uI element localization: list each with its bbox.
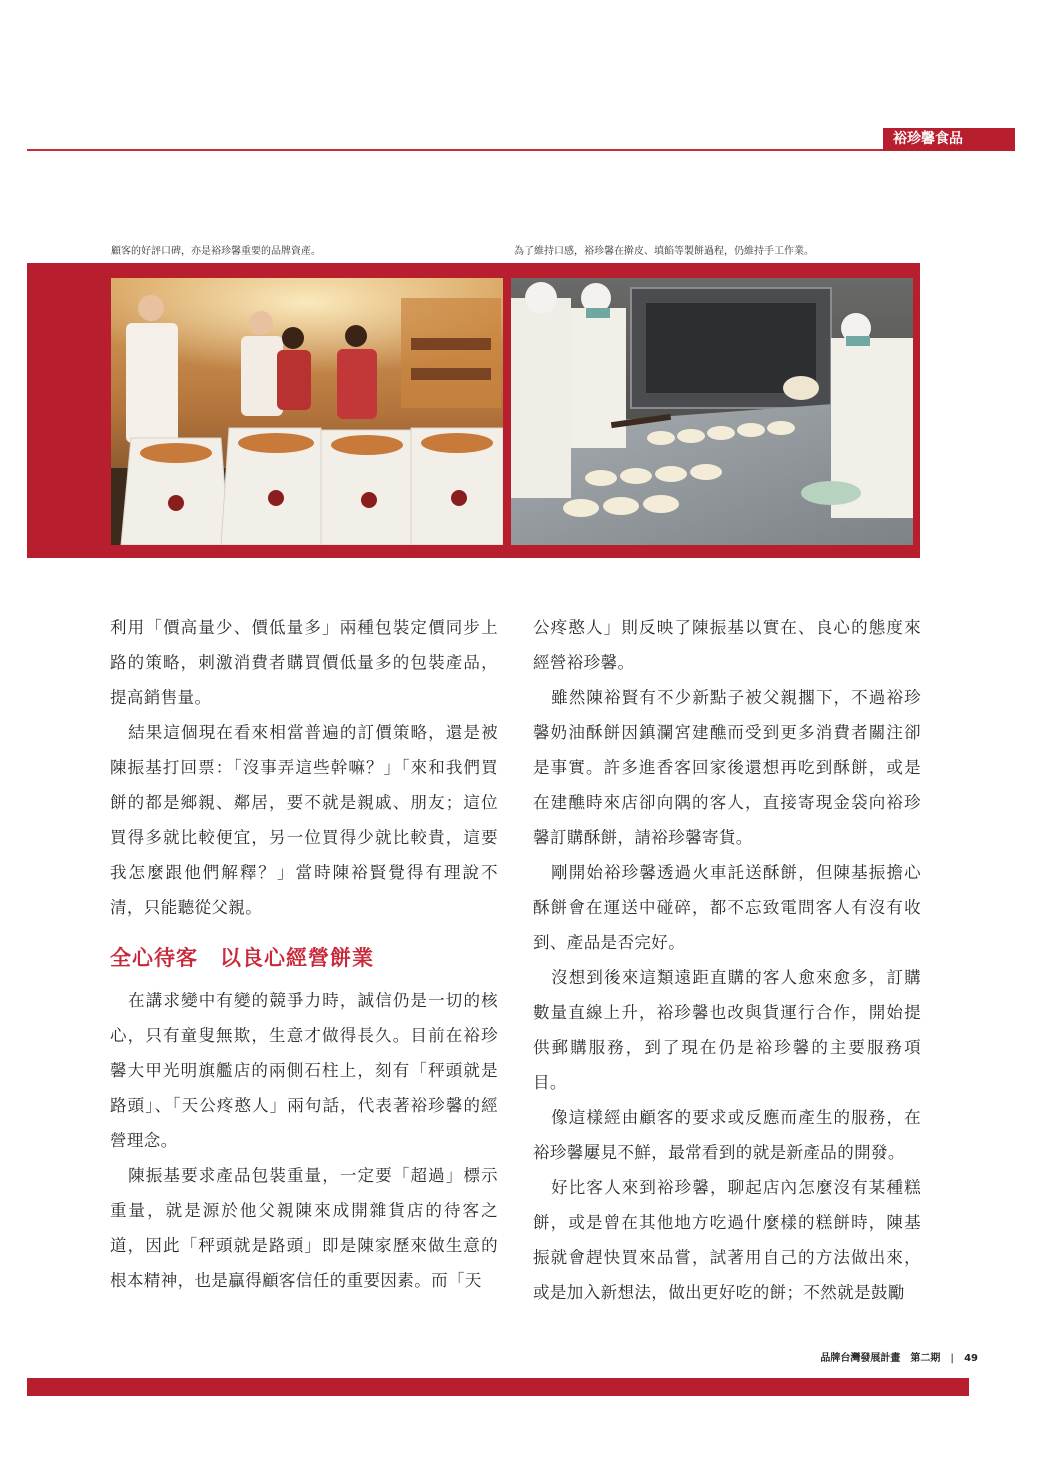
photo-band [27,263,920,558]
footer-separator: | [950,1353,955,1364]
paragraph: 雖然陳裕賢有不少新點子被父親擱下，不過裕珍馨奶油酥餅因鎮瀾宮建醮而受到更多消費者關注卻是事實。許多進香客回家後還想再吃到酥餅，或是在建醮時來店卻向隅的客人，直接寄現金袋向裕珍馨訂購酥餅，請裕珍馨寄貨。 [533,688,921,847]
photo-caption-right: 為了維持口感，裕珍馨在擀皮、填餡等製餅過程，仍維持手工作業。 [514,246,814,257]
paragraph: 在講求變中有變的競爭力時，誠信仍是一切的核心，只有童叟無欺，生意才做得長久。目前在裕珍馨大甲光明旗艦店的兩側石柱上，刻有「秤頭就是路頭」、「天公疼憨人」兩句話，代表著裕珍馨的經營理念。 [110,991,498,1150]
text-column-left [110,610,498,1298]
footer-band [27,1378,969,1396]
paragraph: 沒想到後來這類遠距直購的客人愈來愈多，訂購數量直線上升，裕珍馨也改與貨運行合作，開始提供郵購服務，到了現在仍是裕珍馨的主要服務項目。 [533,968,921,1092]
publication-title: 品牌台灣發展計畫 第二期 [820,1353,941,1364]
section-heading: 全心待客 以良心經營餅業 [110,946,374,970]
section-tag: 裕珍馨食品 [883,128,1015,151]
paragraph: 利用「價高量少、價低量多」兩種包裝定價同步上路的策略，刺激消費者購買價低量多的包裝產品，提高銷售量。 [110,618,498,707]
text-column-right [533,610,921,1310]
photo-customers-with-pastry-boxes [111,278,503,545]
paragraph: 剛開始裕珍馨透過火車託送酥餅，但陳基振擔心酥餅會在運送中碰碎，都不忘致電問客人有沒有收到、產品是否完好。 [533,863,921,952]
paragraph: 公疼憨人」則反映了陳振基以實在、良心的態度來經營裕珍馨。 [533,618,921,672]
header-rule [27,149,1015,151]
paragraph: 陳振基要求產品包裝重量，一定要「超過」標示重量，就是源於他父親陳來成開雜貨店的待客之道，因此「秤頭就是路頭」即是陳家歷來做生意的根本精神，也是贏得顧客信任的重要因素。而「天 [110,1166,498,1290]
paragraph: 像這樣經由顧客的要求或反應而產生的服務，在裕珍馨屢見不鮮，最常看到的就是新產品的開發。 [533,1108,921,1162]
page-footer [820,1349,978,1364]
photo-caption-left: 顧客的好評口碑，亦是裕珍馨重要的品牌資產。 [111,246,321,257]
page-number: 49 [964,1353,978,1364]
paragraph: 結果這個現在看來相當普遍的訂價策略，還是被陳振基打回票：「沒事弄這些幹嘛？」「來和我們買餅的都是鄉親、鄰居，要不就是親戚、朋友；這位買得多就比較便宜，另一位買得少就比較貴，這要我怎麼跟他們解釋？」當時陳裕賢覺得有理說不清，只能聽從父親。 [110,723,498,917]
photo-bakers-handmaking-pastry [511,278,913,545]
paragraph: 好比客人來到裕珍馨，聊起店內怎麼沒有某種糕餅，或是曾在其他地方吃過什麼樣的糕餅時，陳基振就會趕快買來品嘗，試著用自己的方法做出來，或是加入新想法，做出更好吃的餅；不然就是鼓勵 [533,1178,921,1302]
